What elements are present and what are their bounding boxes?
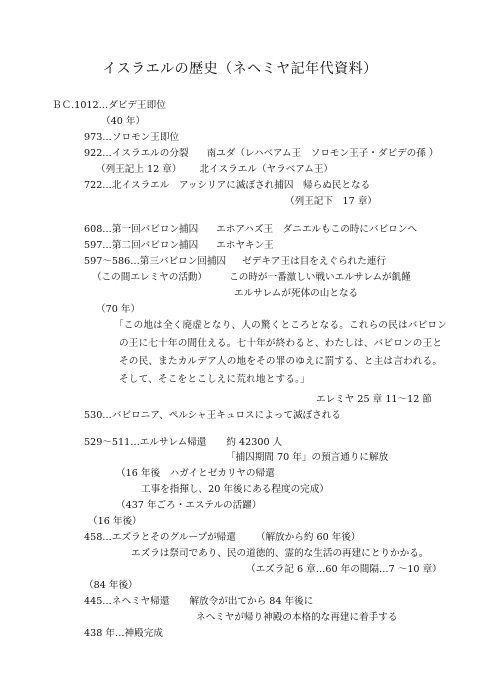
timeline-note: （70 年） — [96, 304, 141, 315]
timeline-entry-438: 438 年…神殿完成 — [84, 628, 163, 639]
timeline-note: エズラは祭司であり、民の道徳的、霊的な生活の再建にとりかかる。 — [131, 548, 429, 559]
timeline-entry-597-586: 597～586…第三バビロン回捕囚 ゼデキア王は目をえぐられた連行 — [84, 256, 387, 267]
scripture-quote-line: その民、またカルデア人の地をその罪のゆえに罰する、と主は言われる。 — [119, 356, 443, 367]
timeline-note: 「捕囚期間 70 年」の預言通りに解放 — [226, 452, 389, 463]
timeline-note: （この間エレミヤの活動） この時が一番激しい戦いエルサレムが飢饉 — [92, 272, 411, 283]
scripture-citation: エレミヤ 25 章 11～12 節 — [316, 394, 432, 405]
timeline-note: ネヘミヤが帰り神殿の本格的な再建に着手する — [196, 612, 398, 623]
timeline-entry-529-511: 529～511…エルサレム帰還 約 42300 人 — [84, 437, 283, 448]
timeline-entry-973: 973…ソロモン王即位 — [84, 132, 180, 143]
scripture-quote-line: の王に七十年の間仕える。七十年が終わると、わたしは、バビロンの王と — [119, 338, 443, 349]
timeline-note: （84 年後） — [84, 580, 138, 591]
timeline-reference: （列王記下 17 章） — [285, 196, 378, 207]
timeline-entry-530: 530…バビロニア、ペルシャ王キュロスによって滅ぼされる — [84, 410, 341, 421]
timeline-entry-922: 922…イスラエルの分裂 南ユダ（レハベアム王 ソロモン王子・ダビデの孫 ） — [84, 148, 439, 159]
timeline-reference: （エズラ記 6 章…60 年の間隔…7 ～10 章） — [246, 564, 442, 575]
timeline-entry-608: 608…第一回バビロン捕囚 エホアハズ王 ダニエルもこの時にバビロンへ — [84, 224, 417, 235]
timeline-entry-458: 458…エズラとそのグループが帰還 （解放から約 60 年後） — [84, 532, 361, 543]
scripture-quote-line: 「この地は全く廃虚となり、人の驚くところとなる。これらの民はバビロン — [114, 320, 447, 331]
timeline-note: （16 年後） — [88, 516, 142, 527]
timeline-entry-445: 445…ネヘミヤ帰還 解放令が出てから 84 年後に — [84, 596, 314, 607]
timeline-note: エルサレムが死体の山となる — [234, 288, 359, 299]
timeline-entry-597: 597…第二回バビロン捕囚 エホヤキン王 — [84, 240, 274, 251]
timeline-note: （16 年後 ハガイとゼカリヤの帰還 — [116, 468, 275, 479]
timeline-entry-1012: ＢＣ.1012…ダビデ王即位 — [52, 100, 166, 111]
timeline-entry-722: 722…北イスラエル アッシリアに滅ぼされ捕囚 帰らぬ民となる — [84, 180, 371, 191]
document-title: イスラエルの歴史（ネヘミヤ記年代資料） — [102, 61, 378, 77]
scripture-quote-line: そして、そこをとこしえに荒れ地とする。」 — [119, 374, 310, 385]
timeline-note: （437 年ごろ・エステルの活躍） — [116, 500, 262, 511]
timeline-note: （列王記上 12 章） 北イスラエル（ヤラベアム王） — [96, 164, 334, 175]
timeline-note: （40 年） — [101, 116, 146, 127]
timeline-note: 工事を指揮し、20 年後にある程度の完成） — [141, 484, 329, 495]
